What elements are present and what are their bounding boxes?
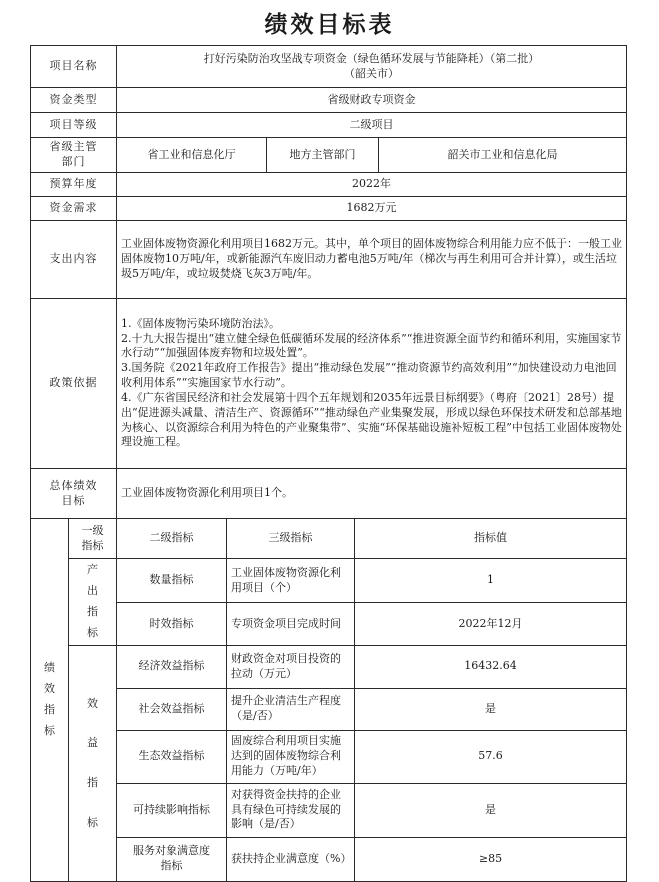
- page-title: 绩效目标表: [264, 12, 395, 38]
- row-project-name: [31, 46, 627, 88]
- policy-item: 2.十九大报告提出“建立健全绿色低碳循环发展的经济体系”“推进资源全面节约和循环利用，实施国家节水行动”“加强固体废弃物和垃圾处置”。: [121, 331, 622, 360]
- row-satisfaction: [31, 837, 627, 881]
- quantity-level3: 工业固体废物资源化利用项目（个）: [227, 559, 355, 603]
- policy-item: 4.《广东省国民经济和社会发展第十四个五年规划和2035年远景目标纲要》（粤府〔2021〕28号）提出“促进源头减量、清洁生产、资源循环”“推动绿色产业集聚发展，形成以绿色环保技术研发和总部基地为核心、以资源综合利用为特色的产业聚集带”、实施“环保基础设施补短板工程”中包括工业固体废物处理设施工程。: [121, 390, 622, 449]
- header-level1-line1: 一级: [81, 523, 104, 537]
- row-sustainable: [31, 783, 627, 837]
- social-value: 是: [355, 688, 627, 730]
- satisfaction-level2: [117, 837, 227, 881]
- row-fund-type: [31, 88, 627, 113]
- timeliness-value: 2022年12月: [355, 603, 627, 645]
- social-level2: 社会效益指标: [117, 688, 227, 730]
- social-level3: 提升企业清洁生产程度（是/否）: [227, 688, 355, 730]
- row-indicator-header: [31, 519, 627, 559]
- overall-goal-label-line2: 目标: [61, 493, 86, 507]
- policy-item: 1.《固体废物污染环境防治法》。: [121, 316, 280, 330]
- group-label-char: 效: [44, 681, 55, 695]
- row-timeliness: [31, 603, 627, 645]
- economic-level2: 经济效益指标: [117, 645, 227, 688]
- satisfaction-level2-line1: 服务对象满意度: [133, 844, 210, 858]
- overall-goal-label: [31, 469, 117, 519]
- provincial-dept-value: 省工业和信息化厅: [117, 138, 267, 173]
- fund-demand-label: 资金需求: [31, 197, 117, 221]
- row-project-level: [31, 113, 627, 138]
- benefit-label-char: 标: [87, 815, 98, 829]
- row-social: [31, 688, 627, 730]
- fund-demand-value: 1682万元: [117, 197, 627, 221]
- header-value: 指标值: [355, 519, 627, 559]
- satisfaction-level3: 获扶持企业满意度（%）: [227, 837, 355, 881]
- satisfaction-level2-line2: 指标: [160, 859, 183, 873]
- group-label-char: 指: [44, 702, 55, 716]
- sustainable-value: 是: [355, 783, 627, 837]
- output-label-char: 产: [87, 563, 98, 576]
- provincial-dept-label-line2: 部门: [61, 155, 86, 168]
- expenditure-text: 工业固体废物资源化利用项目1682万元。其中，单个项目的固体废物综合利用能力应不低于：一般工业固体废物10万吨/年，或新能源汽车废旧动力蓄电池5万吨/年（梯次与再生利用可合并计算），或生活垃圾5万吨/年，或垃圾焚烧飞灰3万吨/年。: [117, 221, 627, 299]
- timeliness-level2: 时效指标: [117, 603, 227, 645]
- satisfaction-value: ≥85: [355, 837, 627, 881]
- benefit-indicator-label: [69, 645, 117, 881]
- provincial-dept-label: [31, 138, 117, 173]
- sustainable-level3: 对获得资金扶持的企业具有绿色可持续发展的影响（是/否）: [227, 783, 355, 837]
- quantity-level2: 数量指标: [117, 559, 227, 603]
- output-label-char: 出: [87, 583, 98, 597]
- policy-label: 政策依据: [31, 299, 117, 469]
- group-label-char: 绩: [44, 661, 55, 674]
- ecological-level2: 生态效益指标: [117, 730, 227, 783]
- output-label-char: 指: [87, 604, 98, 618]
- row-expenditure: [31, 221, 627, 299]
- expenditure-label: 支出内容: [31, 221, 117, 299]
- row-ecological: [31, 730, 627, 783]
- row-fund-demand: [31, 197, 627, 221]
- overall-goal-value: 工业固体废物资源化利用项目1个。: [117, 469, 627, 519]
- project-level-label: 项目等级: [31, 113, 117, 138]
- local-dept-value: 韶关市工业和信息化局: [379, 138, 627, 173]
- header-level1: [69, 519, 117, 559]
- output-label-char: 标: [87, 625, 98, 639]
- benefit-label-char: 效: [87, 696, 98, 710]
- header-level3: 三级指标: [227, 519, 355, 559]
- group-label-char: 标: [44, 723, 55, 737]
- project-level-value: 二级项目: [117, 113, 627, 138]
- sustainable-level2: 可持续影响指标: [117, 783, 227, 837]
- quantity-value: 1: [355, 559, 627, 603]
- ecological-level3: 固废综合利用项目实施达到的固体废物综合利用能力（万吨/年）: [227, 730, 355, 783]
- row-quantity: [31, 559, 627, 603]
- performance-indicator-group-label: [31, 519, 69, 882]
- performance-target-table: [30, 45, 627, 882]
- header-level2: 二级指标: [117, 519, 227, 559]
- benefit-label-char: 益: [87, 736, 98, 750]
- ecological-value: 57.6: [355, 730, 627, 783]
- budget-year-value: 2022年: [117, 173, 627, 197]
- policy-items: [117, 299, 627, 469]
- output-indicator-label: [69, 559, 117, 646]
- benefit-label-char: 指: [87, 776, 98, 790]
- project-name-line1: 打好污染防治攻坚战专项资金（绿色循环发展与节能降耗）（第二批）: [203, 51, 540, 65]
- fund-type-value: 省级财政专项资金: [117, 88, 627, 113]
- budget-year-label: 预算年度: [31, 173, 117, 197]
- row-departments: [31, 138, 627, 173]
- project-name-label: 项目名称: [31, 46, 117, 88]
- row-overall-goal: [31, 469, 627, 519]
- provincial-dept-label-line1: 省级主管: [49, 140, 98, 154]
- timeliness-level3: 专项资金项目完成时间: [227, 603, 355, 645]
- row-policy: [31, 299, 627, 469]
- row-budget-year: [31, 173, 627, 197]
- row-economic: [31, 645, 627, 688]
- economic-value: 16432.64: [355, 645, 627, 688]
- header-level1-line2: 指标: [81, 538, 104, 552]
- project-name-line2: （韶关市）: [344, 66, 400, 80]
- economic-level3: 财政资金对项目投资的拉动（万元）: [227, 645, 355, 688]
- local-dept-label: 地方主管部门: [267, 138, 379, 173]
- overall-goal-label-line1: 总体绩效: [49, 478, 98, 492]
- fund-type-label: 资金类型: [31, 88, 117, 113]
- project-name-value: [117, 46, 627, 88]
- policy-item: 3.国务院《2021年政府工作报告》提出“推动绿色发展”“推动资源节约高效利用”“加快建设动力电池回收利用体系”“实施国家节水行动”。: [121, 361, 617, 390]
